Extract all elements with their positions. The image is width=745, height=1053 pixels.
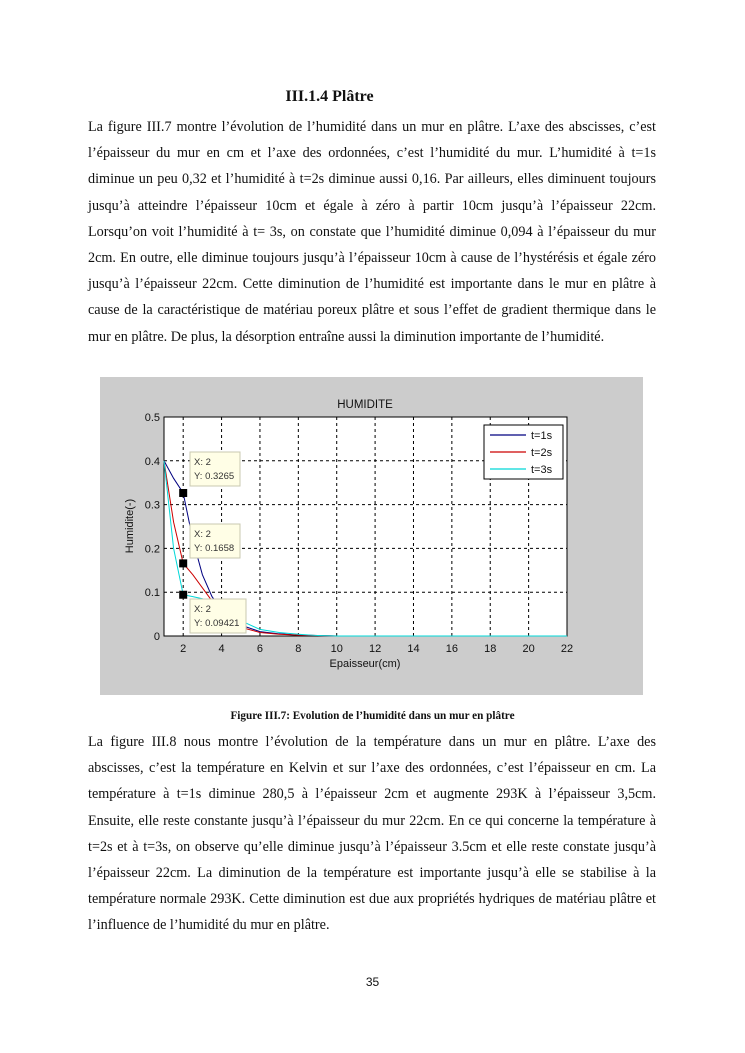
paragraph-humidity: La figure III.7 montre l’évolution de l’humidité dans un mur en plâtre. L’axe des abscisses, c’est l’épaisseur du mur en cm et l’axe des ordonnées, c’est l’humidité du mur. L’humidité à t=1s diminue un peu 0,32 et l’humidité à t=2s diminue aussi 0,16. Par ailleurs, elles diminuent toujours jusqu’à atteindre l’épaisseur 10cm et égale à zéro à partir 10cm jusqu’à l’épaisseur 22cm. Lorsqu’on voit l’humidité à t= 3s, on constate que l’humidité diminue 0,094 à l’épaisseur du mur 2cm. En outre, elle diminue toujours jusqu’à l’épaisseur 10cm à cause de l’hystérésis et égale zéro jusqu’à l’épaisseur 22cm. Cette diminution de l’humidité est importante dans le mur en plâtre à cause de la caractéristique de matériau poreux plâtre et sous l’effet de gradient thermique dans le mur en plâtre. De plus, la désorption entraîne aussi la diminution importante de l’humidité. (88, 119, 656, 345)
x-tick-label: 2 (180, 643, 187, 655)
x-tick-label: 4 (218, 643, 225, 655)
x-tick-label: 20 (522, 643, 535, 655)
x-tick-label: 18 (484, 643, 497, 655)
datatip-x: X: 2 (194, 457, 211, 468)
x-axis-label: Epaisseur(cm) (329, 658, 401, 670)
y-tick-label: 0.5 (144, 412, 160, 424)
y-tick-label: 0.2 (144, 543, 160, 556)
datatips (190, 452, 246, 633)
paragraph-temperature: La figure III.8 nous montre l’évolution de la température dans un mur en plâtre. L’axe des abscisses, c’est la température en Kelvin et sur l’axe des ordonnées, c’est l’épaisseur en cm. La température à t=1s diminue 280,5 à l’épaisseur 2cm et augmente 293K à l’épaisseur 3,5cm. Ensuite, elle reste constante jusqu’à l’épaisseur du mur 22cm. En ce qui concerne la température à t=2s et à t=3s, on observe qu’elle diminue jusqu’à l’épaisseur 3.5cm et elle reste constate jusqu’à l’épaisseur 22cm. La diminution de la température est importante jusqu’à elle se stabilise à la température normale 293K. Cette diminution est due aux propriétés hydriques de matériau plâtre et l’influence de l’humidité du mur en plâtre. (88, 734, 656, 934)
section-heading (0, 88, 745, 106)
y-tick-label: 0 (153, 631, 160, 643)
chart-title: HUMIDITE (337, 399, 393, 411)
datatip-marker[interactable] (179, 591, 187, 599)
legend-label: t=1s (531, 430, 553, 442)
figure-caption: Figure III.7: Evolution de l’humidité dans un mur en plâtre (230, 710, 515, 722)
y-tick-label: 0.1 (144, 587, 160, 600)
x-tick-label: 8 (295, 643, 302, 655)
datatip-x: X: 2 (194, 604, 211, 615)
legend-label: t=2s (531, 447, 553, 459)
x-tick-label: 14 (407, 643, 420, 655)
datatip-y: Y: 0.3265 (194, 471, 235, 482)
y-tick-label: 0.3 (144, 499, 160, 512)
datatip-y: Y: 0.1658 (194, 543, 235, 554)
humidity-chart (100, 377, 643, 695)
x-tick-label: 16 (445, 643, 458, 655)
page-number: 35 (365, 975, 380, 989)
datatip-x: X: 2 (194, 529, 211, 540)
x-tick-label: 6 (256, 643, 264, 655)
x-tick-label: 22 (560, 643, 574, 655)
datatip-marker[interactable] (179, 559, 187, 567)
legend-label: t=3s (531, 464, 553, 476)
section-heading-text: III.1.4 Plâtre (285, 88, 374, 105)
datatip-y: Y: 0.09421 (194, 618, 240, 629)
x-tick-label: 12 (368, 643, 382, 655)
x-tick-label: 10 (330, 643, 343, 655)
y-axis-label: Humidite(-) (124, 498, 136, 554)
figure-panel (100, 377, 643, 695)
y-tick-label: 0.4 (144, 455, 160, 468)
datatip-marker[interactable] (179, 489, 187, 497)
legend (484, 425, 563, 479)
